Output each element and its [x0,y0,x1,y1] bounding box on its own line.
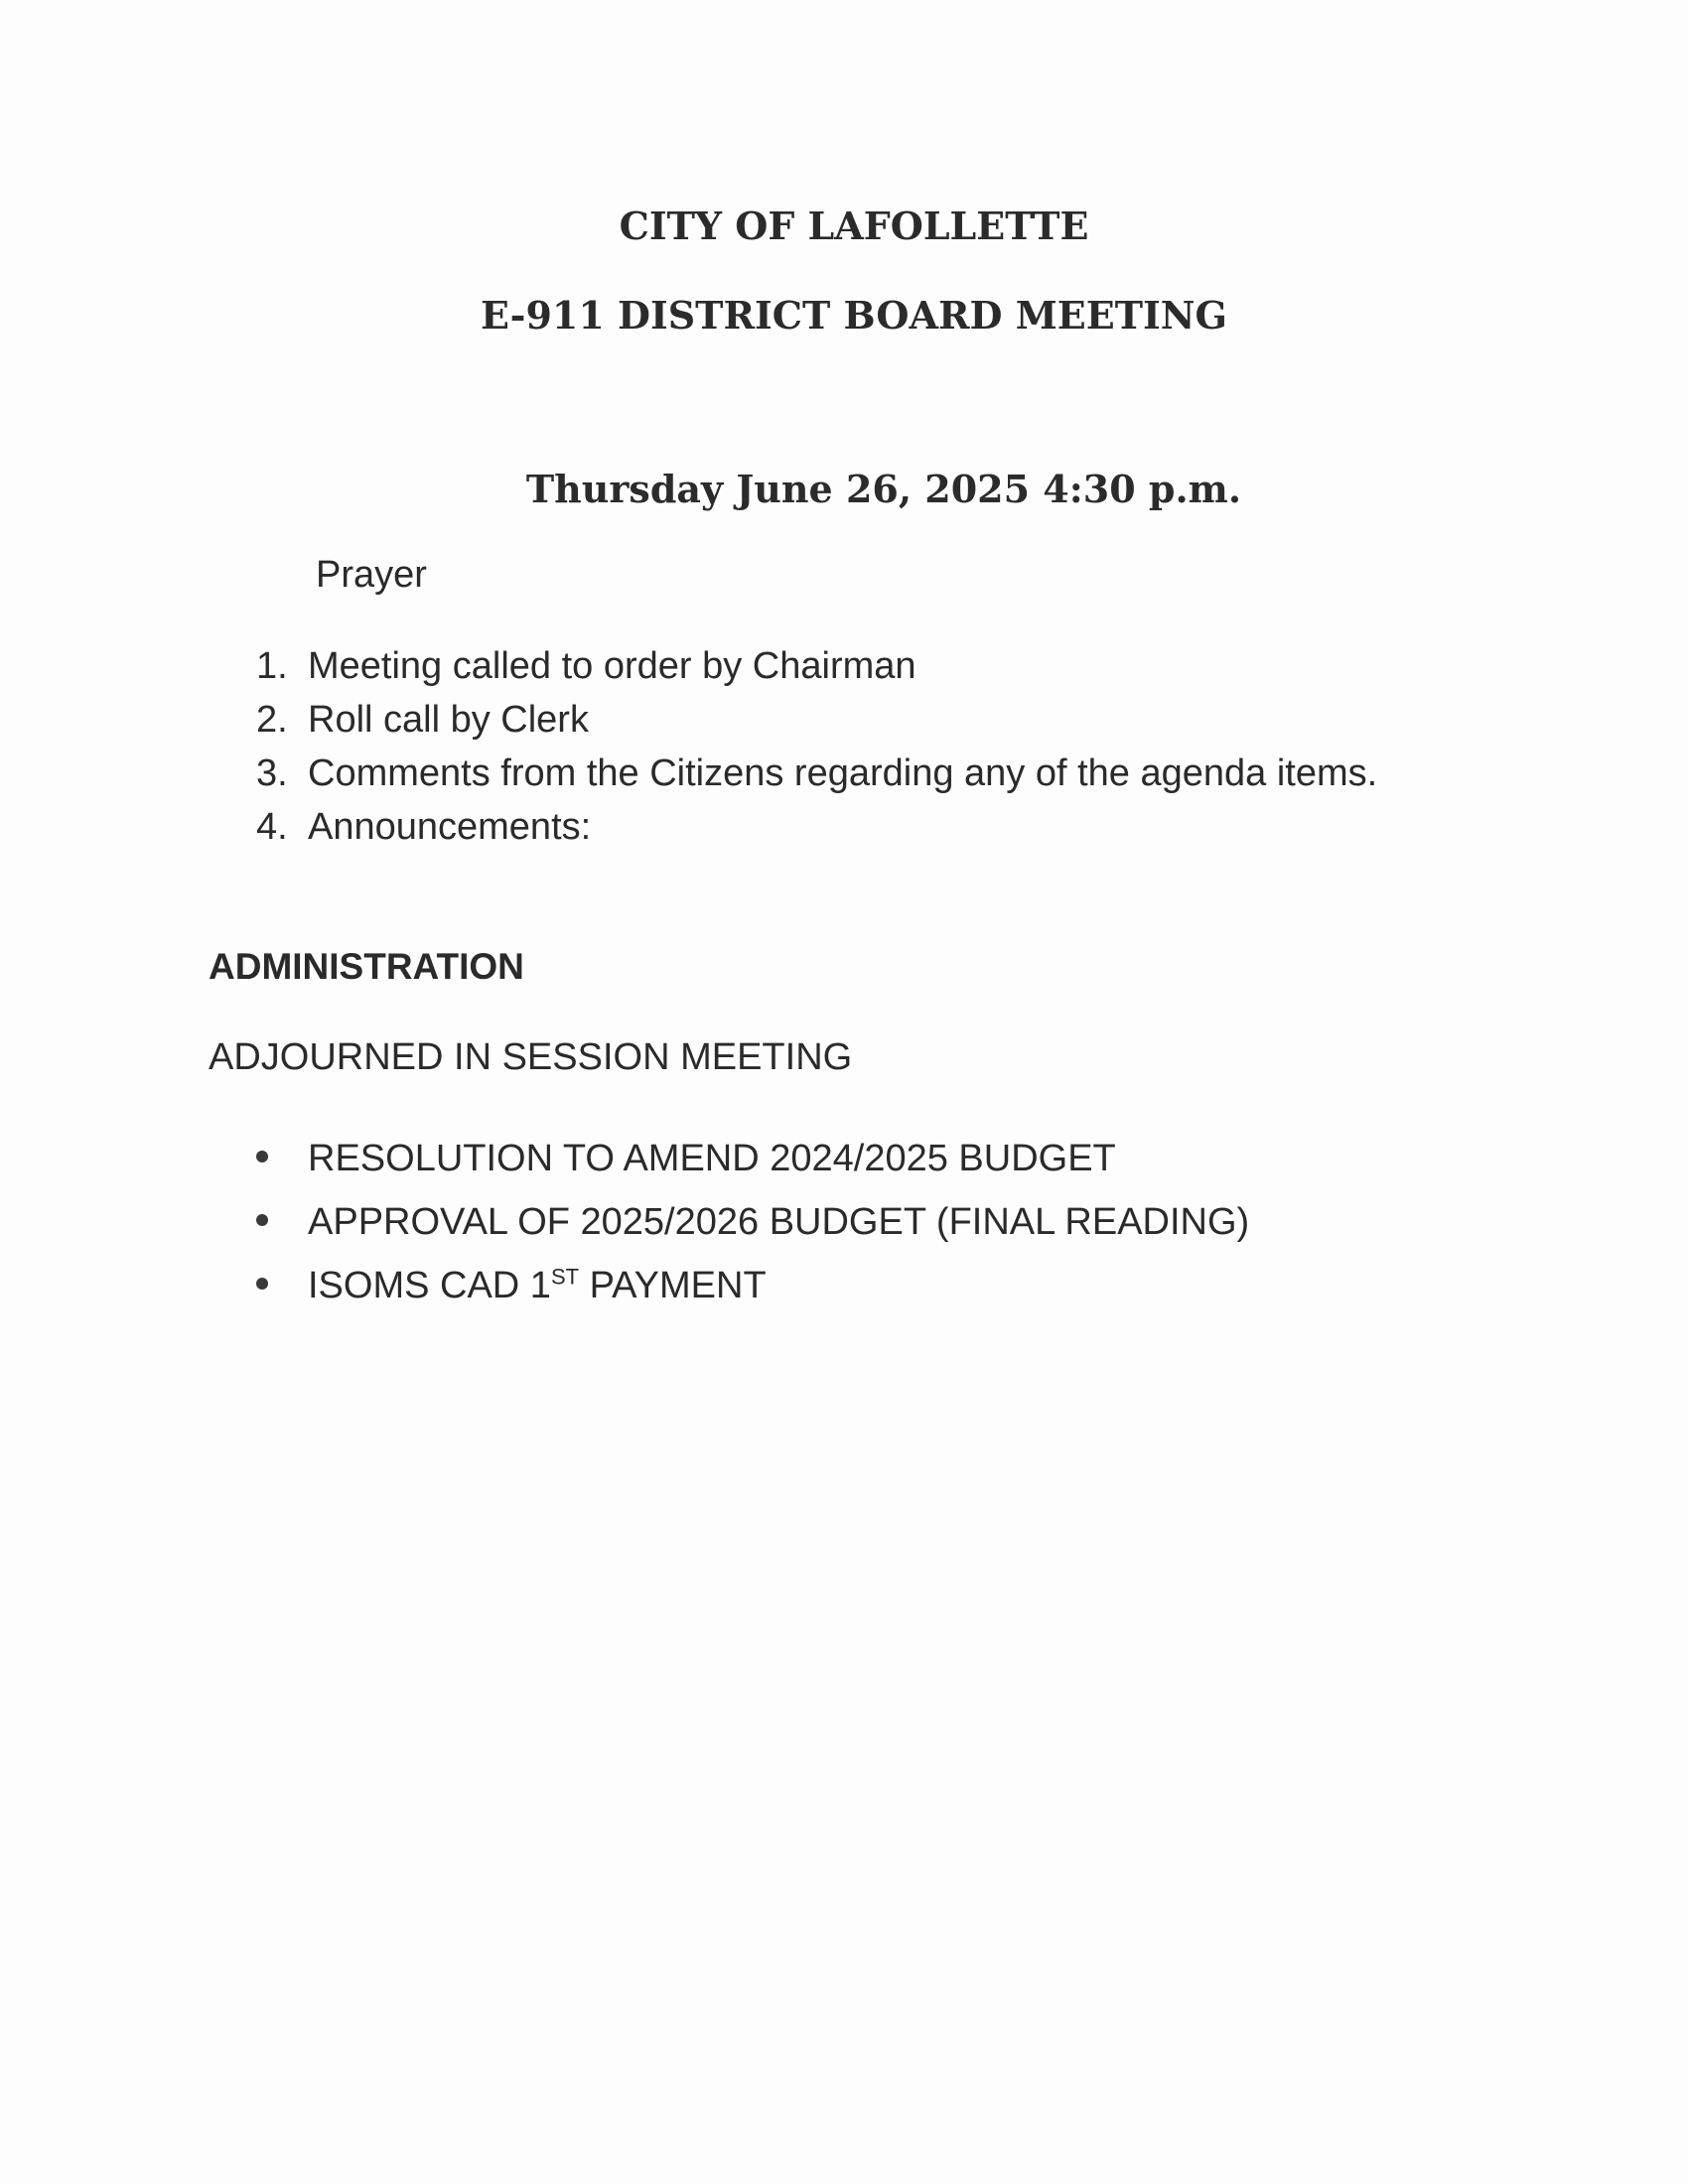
agenda-item [256,800,1377,854]
list-item-text-before: ISOMS CAD 1 [308,1265,551,1306]
agenda-item-text: Roll call by Clerk [308,699,589,741]
agenda-item-number: 3. [256,752,288,794]
session-title: ADJOURNED IN SESSION MEETING [209,1036,853,1078]
agenda-item-number: 4. [256,806,288,848]
bullet-icon [256,1278,268,1290]
bullet-icon [256,1214,268,1226]
list-item-text-after: PAYMENT [579,1265,767,1306]
agenda-item-text: Meeting called to order by Chairman [308,645,916,687]
section-heading-administration: ADMINISTRATION [209,946,524,987]
agenda-list [256,639,1377,854]
document-title-board: E-911 DISTRICT BOARD MEETING [481,293,1227,338]
list-item-text: APPROVAL OF 2025/2026 BUDGET (FINAL READING) [308,1201,1250,1243]
list-item-text: RESOLUTION TO AMEND 2024/2025 BUDGET [308,1138,1116,1179]
list-item [256,1254,1249,1317]
agenda-item-text: Comments from the Citizens regarding any of the agenda items. [308,752,1378,794]
agenda-item [256,693,1377,747]
bullet-icon [256,1151,268,1162]
agenda-item [256,639,1377,693]
document-title-city: CITY OF LAFOLLETTE [619,204,1089,248]
list-item [256,1127,1249,1190]
agenda-item-number: 1. [256,645,288,687]
agenda-item [256,747,1377,800]
administration-items-list [256,1127,1249,1317]
prayer-label: Prayer [316,554,427,596]
agenda-item-number: 2. [256,699,288,741]
list-item-superscript: ST [550,1264,580,1290]
agenda-item-text: Announcements: [308,806,592,848]
list-item [256,1190,1249,1254]
meeting-date-time: Thursday June 26, 2025 4:30 p.m. [525,467,1242,511]
